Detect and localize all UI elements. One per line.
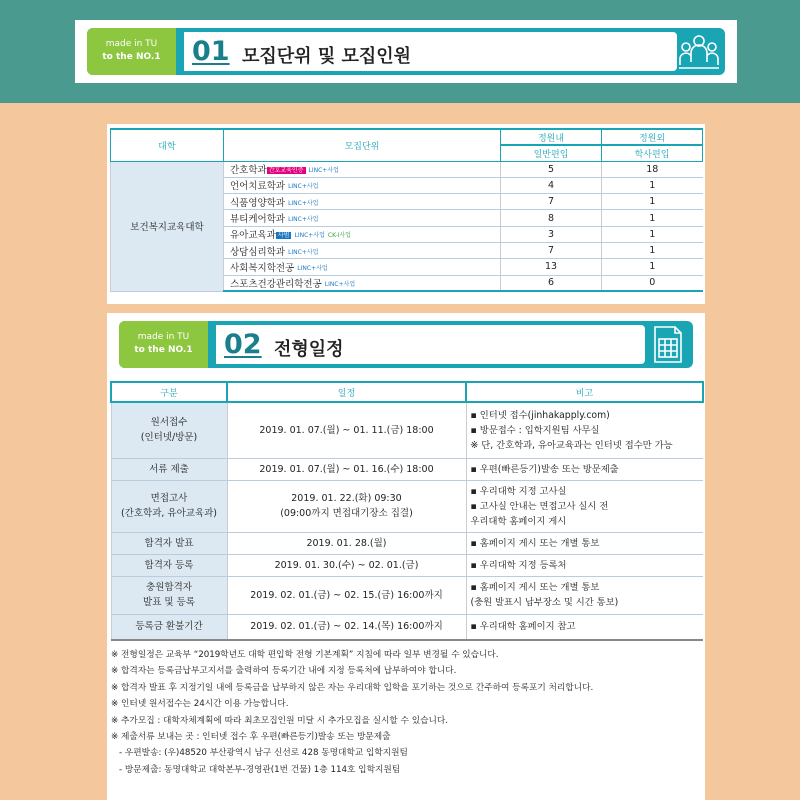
note-cell: [466, 554, 703, 576]
note-cell-line: 우리대학 홈페이지 게시: [470, 515, 567, 527]
unit-cell: [224, 242, 501, 258]
note-cell-line: ▪ 우리대학 지정 등록처: [470, 559, 567, 571]
badge-line1: made in TU: [137, 332, 190, 342]
calendar-document-icon: [645, 325, 689, 364]
general-count: 5: [501, 161, 602, 177]
table-row: [111, 614, 703, 640]
schedule-card: [107, 313, 705, 800]
footnote-line: - 우편발송: (우)48520 부산광역시 남구 신선로 428 동명대학교 입학지원팀: [119, 748, 408, 759]
table-row: [111, 161, 703, 177]
general-count: 7: [501, 242, 602, 258]
linc-label: LINC+사업: [288, 216, 319, 224]
bachelor-count: 1: [602, 210, 703, 226]
note-cell-line: ▪ 우편(빠른등기)발송 또는 방문제출: [470, 463, 619, 475]
footnote-line: ※ 인터넷 원서접수는 24시간 이용 가능합니다.: [111, 699, 289, 710]
title-accent-bar: [176, 32, 184, 71]
note-cell-line: ▪ 홈페이지 게시 또는 개별 통보: [470, 537, 600, 549]
bachelor-count: 1: [602, 226, 703, 242]
schedule-cell-line: 2019. 01. 07.(월) ~ 01. 16.(수) 18:00: [259, 463, 434, 475]
section1-badge: [87, 28, 176, 75]
section1-title: 모집단위 및 모집인원: [242, 46, 412, 67]
footnote-line: ※ 추가모집 : 대학자체계획에 따라 최초모집인원 미달 시 추가모집을 실시할 수 있습니다.: [111, 715, 449, 726]
note-cell: [466, 480, 703, 532]
note-cell-line: ▪ 우리대학 지정 고사실: [470, 485, 567, 497]
unit-cell: [224, 194, 501, 210]
note-cell-line: ▪ 우리대학 홈페이지 참고: [470, 621, 576, 633]
footnote-line: ※ 합격자는 등록금납부고지서를 출력하여 등록기간 내에 지정 등록처에 납부하여야 합니다.: [111, 666, 457, 677]
footnote-line: ※ 제출서류 보내는 곳 : 인터넷 접수 후 우편(빠른등기)발송 또는 방문제출: [111, 732, 391, 743]
note-cell: [466, 576, 703, 614]
section1-title-panel: [176, 32, 677, 71]
schedule-cell-line: 2019. 01. 30.(수) ~ 02. 01.(금): [274, 559, 419, 571]
note-cell-line: ▪ 고사실 안내는 면접고사 실시 전: [470, 500, 609, 512]
header-general: 일반편입: [501, 145, 602, 161]
bachelor-count: 1: [602, 259, 703, 275]
unit-tag: 사범: [277, 232, 290, 240]
category-cell-line: 충원합격자: [146, 582, 192, 593]
bachelor-count: 1: [602, 177, 703, 193]
college-name: 보건복지교육대학: [111, 161, 224, 291]
table-row: [111, 480, 703, 532]
schedule-cell-line: 2019. 01. 28.(월): [306, 537, 387, 549]
unit-cell: [224, 161, 501, 177]
unit-tag: 간호교육인증: [268, 167, 304, 175]
schedule-cell: [227, 458, 466, 480]
category-cell-line: 발표 및 등록: [143, 597, 195, 608]
section1-number: 01: [192, 36, 230, 67]
note-cell: [466, 458, 703, 480]
general-count: 7: [501, 194, 602, 210]
section2-number: 02: [224, 329, 262, 360]
header-univ: 대학: [111, 129, 224, 161]
bachelor-count: 1: [602, 242, 703, 258]
section2-badge: [119, 321, 208, 368]
unit-cell: [224, 177, 501, 193]
category-cell: [111, 480, 227, 532]
schedule-cell-line: 2019. 02. 01.(금) ~ 02. 15.(금) 16:00까지: [250, 589, 443, 601]
unit-name: 언어치료학과: [230, 181, 286, 193]
linc-label: LINC+사업: [294, 232, 325, 240]
table-row: [111, 554, 703, 576]
schedule-cell: [227, 532, 466, 554]
note-cell-line: ※ 단, 간호학과, 유아교육과는 인터넷 접수만 가능: [470, 439, 673, 451]
note-cell: [466, 614, 703, 640]
unit-cell: [224, 275, 501, 291]
schedule-cell-line: 2019. 01. 07.(월) ~ 01. 11.(금) 18:00: [259, 424, 434, 436]
people-group-icon: [677, 32, 721, 71]
header-category: 구분: [111, 382, 227, 402]
unit-cell: [224, 210, 501, 226]
general-count: 4: [501, 177, 602, 193]
note-cell-line: ▪ 방문접수 : 입학지원팀 사무실: [470, 424, 600, 436]
note-cell-line: ▪ 홈페이지 게시 또는 개별 통보: [470, 582, 600, 593]
header-quota-in: 정원내: [501, 129, 602, 145]
category-cell: [111, 614, 227, 640]
schedule-cell: [227, 614, 466, 640]
category-cell-line: 서류 제출: [149, 463, 189, 475]
header-bachelor: 학사편입: [602, 145, 703, 161]
category-cell-line: 원서접수: [150, 417, 188, 429]
schedule-cell: [227, 554, 466, 576]
category-cell-line: 합격자 발표: [144, 537, 194, 549]
bachelor-count: 1: [602, 194, 703, 210]
category-cell-line: 면접고사: [150, 493, 188, 504]
general-count: 3: [501, 226, 602, 242]
linc-label: LINC+사업: [324, 280, 356, 288]
category-cell-line: 등록금 환불기간: [135, 621, 203, 633]
general-count: 6: [501, 275, 602, 291]
linc-label: LINC+사업: [308, 167, 339, 175]
bachelor-count: 0: [602, 275, 703, 291]
unit-cell: [224, 226, 501, 242]
recruitment-table-card: [107, 124, 705, 304]
category-cell: [111, 458, 227, 480]
ck-label: CK-I사업: [327, 232, 351, 240]
bachelor-count: 18: [602, 161, 703, 177]
footnote-line: - 방문제출: 동명대학교 대학본부-경영관(1번 건물) 1층 114호 입학지원팀: [119, 764, 401, 775]
unit-name: 상담심리학과: [230, 246, 286, 258]
linc-label: LINC+사업: [288, 183, 319, 191]
header-note: 비고: [466, 382, 703, 402]
category-cell-line: (간호학과, 유아교육과): [120, 508, 218, 519]
note-cell-line: (충원 발표시 납부장소 및 시간 통보): [470, 597, 619, 608]
linc-label: LINC+사업: [288, 248, 319, 256]
section1-header-card: [75, 20, 737, 83]
table-row: [111, 532, 703, 554]
linc-label: LINC+사업: [288, 199, 319, 207]
header-schedule: 일정: [227, 382, 466, 402]
schedule-table: [110, 381, 704, 641]
schedule-cell: [227, 480, 466, 532]
category-cell-line: (인터넷/방문): [140, 432, 198, 444]
header-quota-out: 정원외: [602, 129, 703, 145]
unit-name: 뷰티케어학과: [230, 214, 286, 226]
linc-label: LINC+사업: [297, 264, 328, 272]
general-count: 8: [501, 210, 602, 226]
schedule-cell: [227, 402, 466, 458]
category-cell: [111, 532, 227, 554]
unit-name: 식품영양학과: [230, 197, 286, 209]
footnote-line: ※ 합격자 발표 후 지정기일 내에 등록금을 납부하지 않은 자는 우리대학 입학을 포기하는 것으로 간주하여 등록포기 처리합니다.: [111, 682, 594, 693]
table-row: [111, 576, 703, 614]
note-cell: [466, 402, 703, 458]
footnotes: [111, 647, 701, 778]
recruitment-table: [110, 128, 703, 292]
unit-cell: [224, 259, 501, 275]
badge-line2: to the NO.1: [102, 52, 161, 62]
table-row: [111, 458, 703, 480]
unit-name: 유아교육과: [230, 230, 276, 242]
header-unit: 모집단위: [224, 129, 501, 161]
schedule-cell-line: 2019. 01. 22.(화) 09:30: [291, 493, 402, 504]
section2-banner: [119, 321, 693, 368]
table-row: [111, 402, 703, 458]
section1-banner: [87, 28, 725, 75]
category-cell: [111, 576, 227, 614]
section2-title-panel: [208, 325, 645, 364]
unit-name: 간호학과: [230, 165, 267, 177]
category-cell: [111, 402, 227, 458]
unit-name: 스포츠건강관리학전공: [230, 278, 322, 290]
badge-line2: to the NO.1: [134, 345, 193, 355]
section2-title: 전형일정: [274, 339, 344, 360]
footnote-line: ※ 전형일정은 교육부 “2019학년도 대학 편입학 전형 기본계획” 지침에 따라 일부 변경될 수 있습니다.: [111, 650, 499, 660]
note-cell: [466, 532, 703, 554]
general-count: 13: [501, 259, 602, 275]
badge-line1: made in TU: [105, 39, 158, 49]
unit-name: 사회복지학전공: [230, 262, 295, 274]
category-cell-line: 합격자 등록: [144, 559, 194, 571]
title-accent-bar: [208, 325, 216, 364]
schedule-cell-line: (09:00까지 면접대기장소 집결): [280, 508, 413, 519]
category-cell: [111, 554, 227, 576]
schedule-cell-line: 2019. 02. 01.(금) ~ 02. 14.(목) 16:00까지: [250, 621, 443, 633]
note-cell-line: ▪ 인터넷 접수(jinhakapply.com): [470, 409, 610, 421]
schedule-cell: [227, 576, 466, 614]
